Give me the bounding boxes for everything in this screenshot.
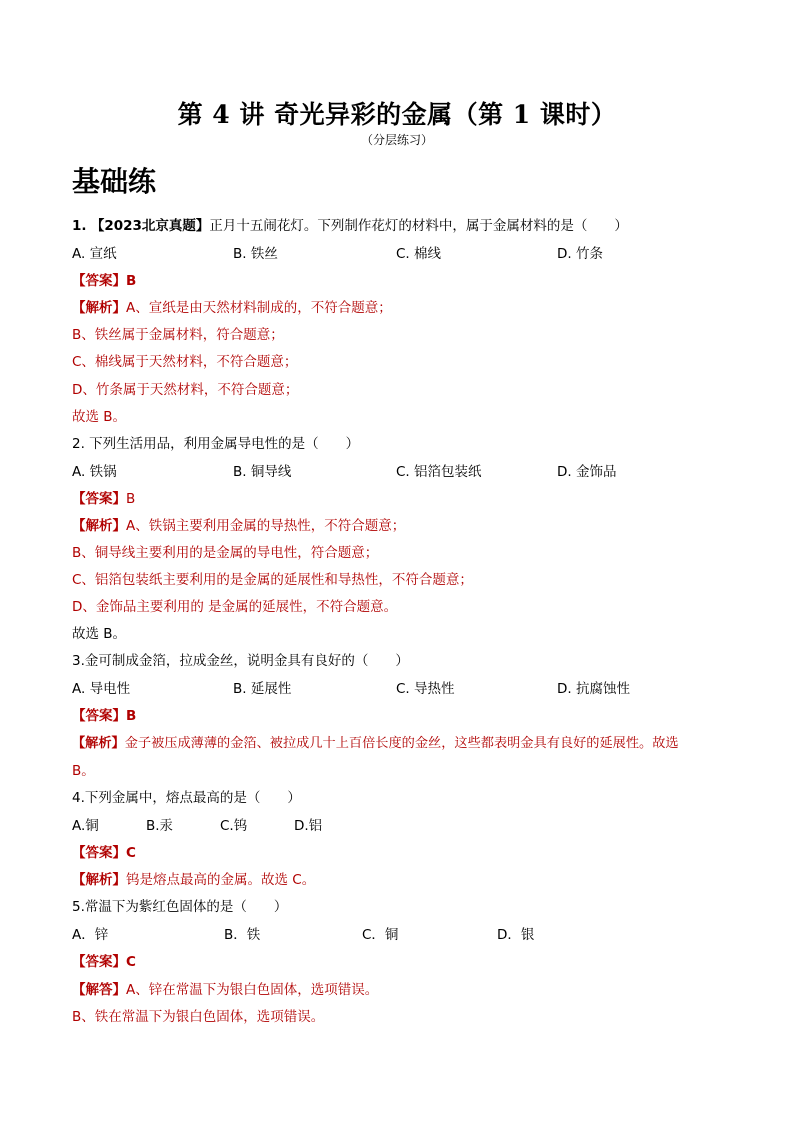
question-1-answer [72, 271, 136, 291]
analysis-text: A、宣纸是由天然材料制成的，不符合题意； [126, 300, 392, 316]
question-4-stem: 4.下列金属中，熔点最高的是（ ） [72, 790, 301, 806]
question-3-conclusion: B。 [72, 763, 95, 779]
question-2-option-d: D. 金饰品 [557, 464, 617, 480]
analysis-text: A、铁锅主要利用金属的导热性，不符合题意； [126, 518, 406, 534]
question-5-option-d: D．银 [497, 927, 535, 943]
question-5-analysis-line: B、铁在常温下为银白色固体，选项错误。 [72, 1009, 325, 1025]
question-4-option-a: A.铜 [72, 818, 99, 834]
question-5-stem: 5.常温下为紫红色固体的是（ ） [72, 899, 288, 915]
answer-tag: 【答案】 [72, 845, 126, 861]
question-2-answer [72, 489, 135, 509]
question-1-analysis-line [72, 298, 392, 318]
section-heading: 基础练 [72, 165, 157, 198]
answer-value: C [126, 954, 136, 970]
question-2-option-b: B. 铜导线 [233, 464, 292, 480]
question-1-text: 正月十五闹花灯。下列制作花灯的材料中，属于金属材料的是（ ） [209, 218, 628, 234]
analysis-tag: 【解析】 [72, 300, 126, 316]
answer-tag: 【答案】 [72, 954, 126, 970]
question-2-analysis-line: D、金饰品主要利用的 是金属的延展性，不符合题意。 [72, 599, 398, 615]
answer-value: B [126, 708, 137, 724]
analysis-text: A、锌在常温下为银白色固体，选项错误。 [126, 982, 379, 998]
question-1-stem [72, 216, 628, 236]
page-subtitle: （分层练习） [360, 133, 433, 147]
question-5-analysis-line [72, 980, 378, 1000]
question-1-analysis-line: B、铁丝属于金属材料，符合题意； [72, 327, 284, 343]
question-4-option-c: C.钨 [220, 818, 248, 834]
question-2-option-c: C. 铝箔包装纸 [396, 464, 482, 480]
question-1-number: 1. [72, 218, 87, 234]
analysis-tag: 【解析】 [72, 872, 126, 888]
analysis-tag: 【解析】 [72, 518, 126, 534]
question-5-option-a: A．锌 [72, 927, 109, 943]
question-4-option-b: B.汞 [146, 818, 174, 834]
question-2-analysis-line [72, 516, 405, 536]
answer-value: B [126, 491, 136, 507]
question-1-option-c: C. 棉线 [396, 246, 442, 262]
analysis-text: 钨是熔点最高的金属。故选 C。 [126, 872, 316, 888]
question-1-analysis-line: D、竹条属于天然材料，不符合题意； [72, 382, 299, 398]
question-3-option-a: A. 导电性 [72, 681, 131, 697]
question-2-option-a: A. 铁锅 [72, 464, 117, 480]
page-title: 第 4 讲 奇光异彩的金属（第 1 课时） [177, 100, 617, 129]
question-2-analysis-line: C、铝箔包装纸主要利用的是金属的延展性和导热性，不符合题意； [72, 572, 473, 588]
answer-tag: 【答案】 [72, 491, 126, 507]
question-5-option-b: B．铁 [224, 927, 261, 943]
question-2-stem: 2. 下列生活用品，利用金属导电性的是（ ） [72, 436, 360, 452]
question-3-option-b: B. 延展性 [233, 681, 292, 697]
question-3-stem: 3.金可制成金箔，拉成金丝，说明金具有良好的（ ） [72, 653, 409, 669]
question-1-conclusion: 故选 B。 [72, 409, 127, 425]
question-2-conclusion: 故选 B。 [72, 626, 127, 642]
answer-value: B [126, 273, 137, 289]
question-5-option-c: C．铜 [362, 927, 399, 943]
question-1-option-d: D. 竹条 [557, 246, 603, 262]
answer-value: C [126, 845, 136, 861]
analysis-text: 金子被压成薄薄的金箔、被拉成几十上百倍长度的金丝，这些都表明金具有良好的延展性。故选 [124, 736, 679, 751]
question-4-option-d: D.铝 [294, 818, 323, 834]
question-1-option-a: A. 宣纸 [72, 246, 117, 262]
question-2-analysis-line: B、铜导线主要利用的是金属的导电性，符合题意； [72, 545, 379, 561]
question-3-option-c: C. 导热性 [396, 681, 455, 697]
question-1-source-tag: 【2023北京真题】 [90, 218, 210, 234]
question-3-analysis-line [72, 734, 679, 754]
question-3-option-d: D. 抗腐蚀性 [557, 681, 630, 697]
answer-tag: 【答案】 [72, 708, 126, 724]
question-3-answer [72, 706, 136, 726]
question-4-answer [72, 843, 136, 863]
answer-tag: 【答案】 [72, 273, 126, 289]
analysis-tag: 【解答】 [72, 982, 126, 998]
question-1-analysis-line: C、棉线属于天然材料，不符合题意； [72, 354, 298, 370]
question-5-answer [72, 952, 136, 972]
analysis-tag: 【解析】 [72, 736, 125, 751]
question-1-option-b: B. 铁丝 [233, 246, 278, 262]
question-4-analysis-line [72, 870, 315, 890]
